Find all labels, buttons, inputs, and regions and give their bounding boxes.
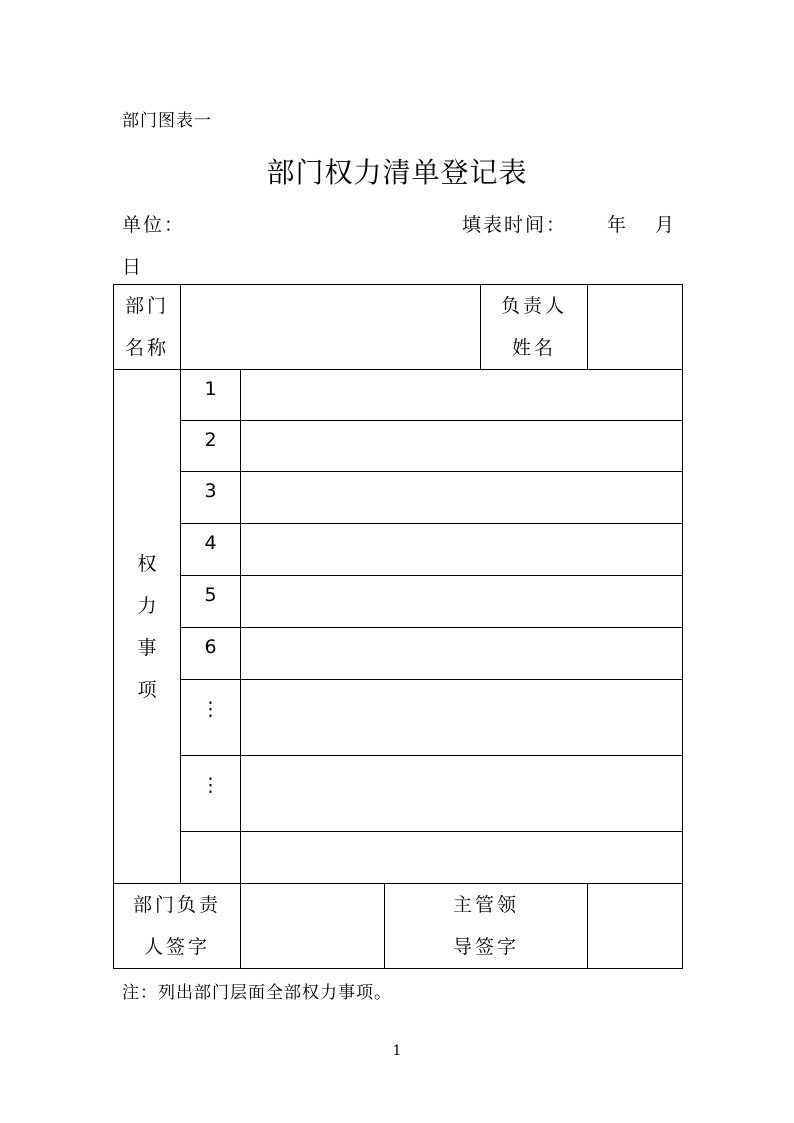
row-number: 3	[181, 472, 241, 524]
row-number-empty	[181, 832, 241, 884]
row-number: 4	[181, 524, 241, 576]
leader-sign-field[interactable]	[588, 884, 683, 969]
dept-name-label: 部门 名称	[114, 285, 181, 370]
power-item-field[interactable]	[241, 472, 683, 524]
power-item-field[interactable]	[241, 421, 683, 472]
power-items-label: 权 力 事 项	[114, 370, 181, 884]
head-person-field[interactable]	[588, 285, 683, 370]
fill-time-label: 填表时间：	[462, 214, 568, 236]
year-label: 年	[607, 214, 627, 236]
dept-head-sign-label: 部门负责 人签字	[114, 884, 241, 969]
day-label: 日	[122, 256, 142, 278]
row-number: 5	[181, 576, 241, 628]
power-item-field[interactable]	[241, 832, 683, 884]
row-number: 2	[181, 421, 241, 472]
page-number: 1	[392, 1043, 402, 1059]
power-list-table	[113, 284, 683, 969]
power-item-field[interactable]	[241, 576, 683, 628]
ellipsis-marker: ⋮	[181, 680, 241, 756]
doc-title: 部门权力清单登记表	[266, 156, 528, 189]
row-number: 1	[181, 370, 241, 421]
head-person-label: 负责人 姓名	[481, 285, 588, 370]
doc-subtitle: 部门图表一	[122, 111, 212, 131]
power-item-field[interactable]	[241, 370, 683, 421]
power-item-field[interactable]	[241, 756, 683, 832]
row-number: 6	[181, 628, 241, 680]
month-label: 月	[655, 214, 675, 236]
footnote: 注：列出部门层面全部权力事项。	[122, 983, 392, 1003]
power-item-field[interactable]	[241, 524, 683, 576]
unit-label: 单位：	[122, 214, 186, 236]
ellipsis-marker: ⋮	[181, 756, 241, 832]
power-item-field[interactable]	[241, 628, 683, 680]
leader-sign-label: 主管领 导签字	[385, 884, 588, 969]
power-item-field[interactable]	[241, 680, 683, 756]
dept-head-sign-field[interactable]	[241, 884, 385, 969]
dept-name-field[interactable]	[181, 285, 481, 370]
